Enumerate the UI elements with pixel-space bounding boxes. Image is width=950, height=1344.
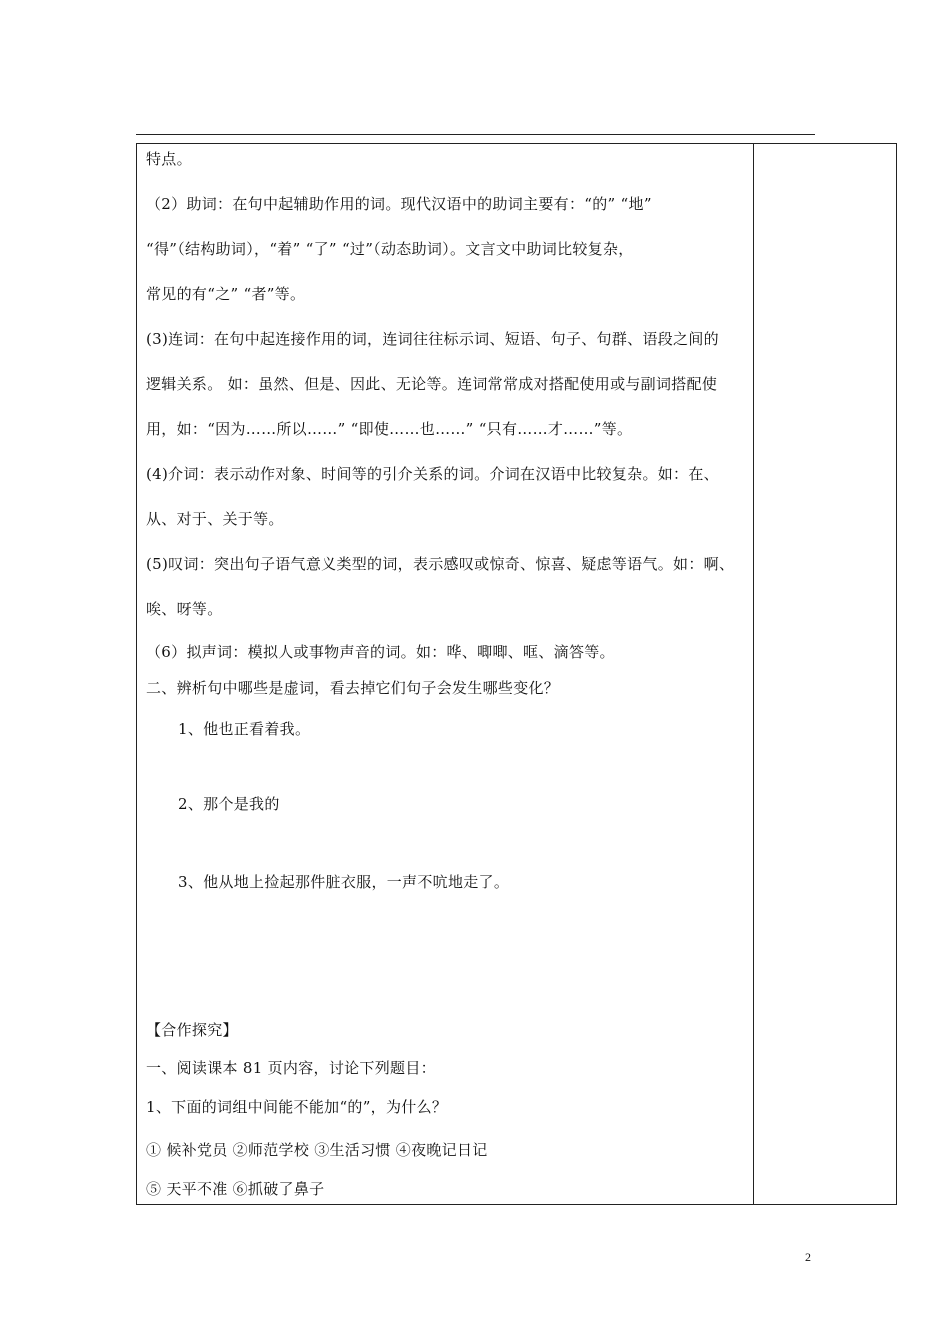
paragraph-line: 用，如：“因为……所以……” “即使……也……” “只有……才……”等。 xyxy=(146,420,633,438)
paragraph-line: 1、下面的词组中间能不能加“的”，为什么？ xyxy=(146,1098,448,1116)
question-item: 3、他从地上捡起那件脏衣服，一声不吭地走了。 xyxy=(178,873,510,891)
paragraph-line: ⑤ 天平不准 ⑥抓破了鼻子 xyxy=(146,1180,325,1198)
paragraph-line: (3)连词：在句中起连接作用的词，连词往往标示词、短语、句子、句群、语段之间的 xyxy=(146,330,719,348)
header-rule xyxy=(136,134,815,135)
paragraph-line: 从、对于、关于等。 xyxy=(146,510,284,528)
paragraph-line: ① 候补党员 ②师范学校 ③生活习惯 ④夜晚记日记 xyxy=(146,1141,488,1159)
paragraph-line: 唉、呀等。 xyxy=(146,600,223,618)
paragraph-line: “得”（结构助词），“着” “了” “过”（动态助词）。文言文中助词比较复杂， xyxy=(146,240,634,258)
paragraph-line: 常见的有“之” “者”等。 xyxy=(146,285,306,303)
column-divider xyxy=(753,143,754,1205)
paragraph-line: 特点。 xyxy=(146,150,192,168)
section-title: 【合作探究】 xyxy=(146,1021,238,1039)
paragraph-line: （2）助词：在句中起辅助作用的词。现代汉语中的助词主要有：“的” “地” xyxy=(146,195,652,213)
paragraph-line: 一、阅读课本 81 页内容，讨论下列题目： xyxy=(146,1059,436,1077)
page-number: 2 xyxy=(805,1250,811,1264)
paragraph-line: (5)叹词：突出句子语气意义类型的词，表示感叹或惊奇、惊喜、疑虑等语气。如：啊、 xyxy=(146,555,735,573)
question-item: 1、他也正看着我。 xyxy=(178,720,311,738)
question-heading: 二、辨析句中哪些是虚词，看去掉它们句子会发生哪些变化？ xyxy=(146,679,560,697)
paragraph-line: 逻辑关系。 如：虽然、但是、因此、无论等。连词常常成对搭配使用或与副词搭配使 xyxy=(146,375,718,393)
paragraph-line: （6）拟声词：模拟人或事物声音的词。如：哗、唧唧、哐、滴答等。 xyxy=(146,643,615,661)
question-item: 2、那个是我的 xyxy=(178,795,280,813)
paragraph-line: (4)介词：表示动作对象、时间等的引介关系的词。介词在汉语中比较复杂。如：在、 xyxy=(146,465,719,483)
